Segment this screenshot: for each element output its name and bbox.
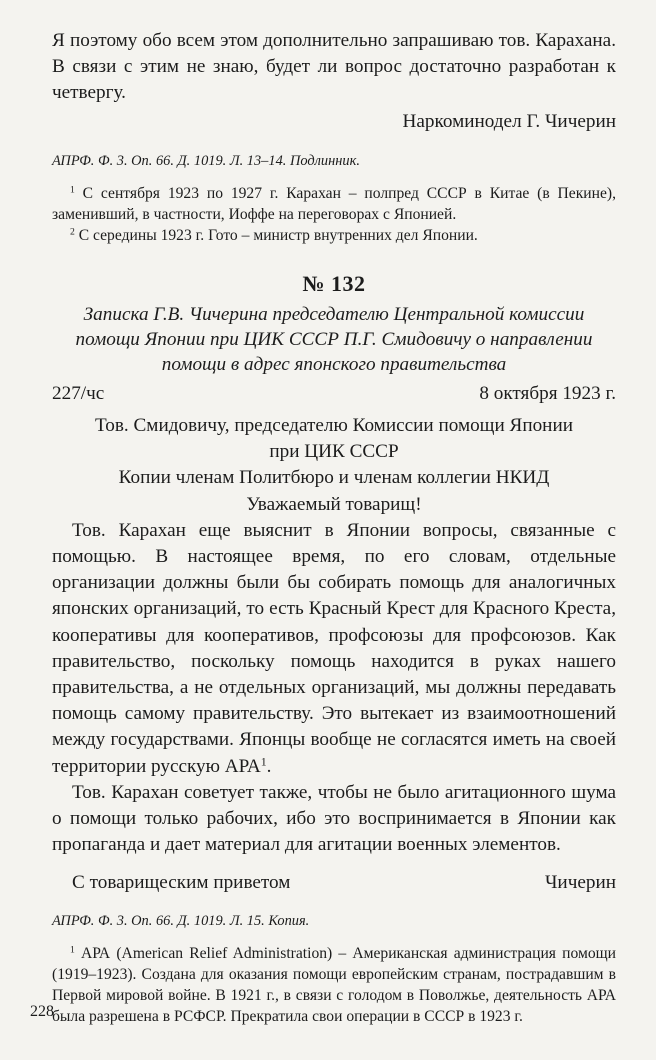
top-paragraph-rest: . В связи с этим не знаю, будет ли вопрос достаточно разработан к четвергу (52, 30, 616, 104)
top-paragraph (52, 28, 616, 107)
archive-reference-1: АПРФ. Ф. 3. Оп. 66. Д. 1019. Л. 13–14. Подлинник. (52, 152, 360, 169)
page-number: 228 (30, 1003, 54, 1020)
document-title: Записка Г.В. Чичерина председателю Центральной комиссии помощи Японии при ЦИК СССР П.Г. Смидовичу о направлении помощи в адрес японского правительства (75, 303, 593, 375)
footnote-1-text: С сентября 1923 по 1927 г. Карахан – полпред СССР в Китае (в Пекине), заменивший, в частности, Иоффе на переговорах с Японией. (52, 184, 616, 223)
document-ref: 227/чс (52, 382, 105, 404)
closing-signature: Чичерин (544, 872, 616, 894)
top-paragraph-lead: Я поэтому обо всем этом дополнительно запрашиваю тов. Карахана (52, 30, 612, 51)
paragraph-2: Тов. Карахан советует также, чтобы не было агитационного шума о помощи только рабочих, ибо это воспринимается в Японии как пропаганда и дает материал для агитации военных элементов. (52, 781, 616, 856)
document-number: № 132 (302, 270, 366, 296)
footnote-ara-text: АРА (American Relief Administration) – Американская администрация помощи (1919–1923). Создана для оказания помощи европейским странам, пострадавшим в Первой мировой войне. В 1921 г., в связи с голодом в Поволжье, деятельность АРА была разрешена в РСФСР. Прекратила свои операции в СССР в 1923 г. (52, 944, 616, 1025)
paragraph-1-end: . (266, 755, 272, 777)
signature-narkom: Наркоминодел Г. Чичерин (402, 110, 616, 132)
top-paragraph-end: . (121, 82, 126, 104)
footnotes-block-1 (52, 183, 616, 246)
document-date: 8 октября 1923 г. (479, 382, 616, 404)
footnote-2 (52, 225, 616, 246)
footnote-2-text: С середины 1923 г. Гото – министр внутренних дел Японии. (74, 226, 478, 244)
closing-row (52, 870, 616, 896)
footnote-ara-mark: 1 (70, 944, 75, 956)
addressee-line-1: Тов. Смидовичу, председателю Комиссии помощи Японии (94, 415, 573, 437)
footnote-1 (52, 183, 616, 225)
ref-date-row (52, 381, 616, 407)
paragraph-1-text: Тов. Карахан еще выяснит в Японии вопросы, связанные с помощью. В настоящее время, по его словам, отдельные организации должны были бы собирать помощь для аналогичных японских организаций, то есть Красный Крест для Красного Креста, кооперативы для кооперативов, профсоюзы для профсоюзов. Как правительство, поскольку помощь находится в руках нашего правительства, а не отдельных организаций, мы должны передавать помощь самому правительству. Это вытекает из взаимоотношений между государствами. Японцы вообще не согласятся иметь на своей территории русскую АРА (52, 519, 616, 777)
addressee-line-2: при ЦИК СССР (269, 441, 399, 463)
footnote-ara (52, 943, 616, 1027)
footnote-2-mark: 2 (70, 226, 75, 238)
copies-line: Копии членам Политбюро и членам коллегии НКИД (118, 467, 550, 489)
closing-phrase: С товарищеским приветом (72, 872, 291, 894)
footnote-1-mark: 1 (70, 184, 75, 196)
paragraph-1-footnote-mark: 1 (260, 754, 267, 769)
paragraph-1 (52, 518, 616, 780)
archive-reference-2: АПРФ. Ф. 3. Оп. 66. Д. 1019. Л. 15. Копия. (52, 912, 310, 929)
salutation: Уважаемый товарищ! (246, 493, 422, 515)
